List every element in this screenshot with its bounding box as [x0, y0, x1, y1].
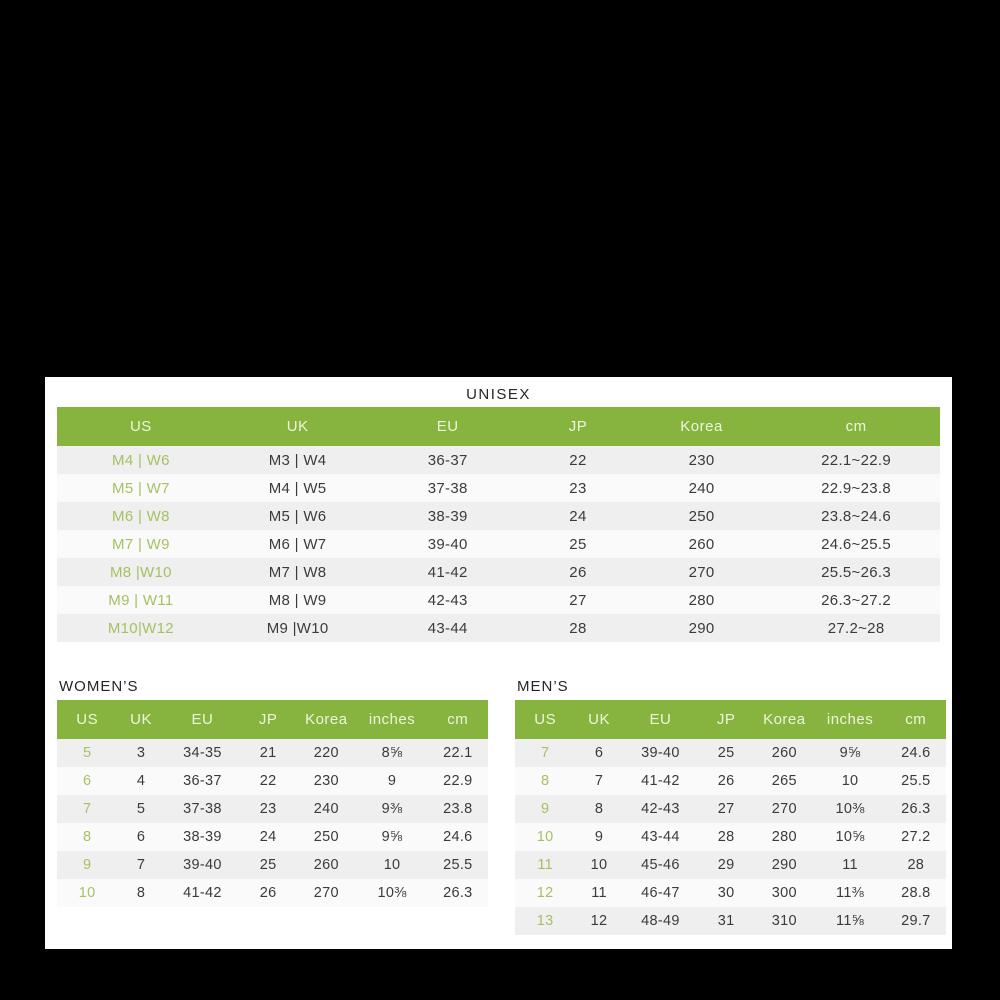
- table-cell: 11: [591, 885, 607, 901]
- table-cell: 8⅝: [381, 745, 403, 761]
- table-cell: M5 | W6: [268, 507, 327, 525]
- table-cell: 21: [259, 745, 277, 761]
- table-cell: 27: [569, 591, 587, 609]
- table-cell: 25.5: [443, 857, 473, 873]
- table-cell: 27: [717, 801, 735, 817]
- table-cell: 24.6: [443, 829, 473, 845]
- table-cell: 9⅝: [381, 829, 403, 845]
- table-cell: M10|W12: [107, 619, 174, 637]
- table-cell: 265: [771, 773, 797, 789]
- table-cell: 10: [78, 885, 96, 901]
- table-cell: 22.1~22.9: [821, 451, 892, 469]
- table-cell: M7 | W9: [112, 535, 170, 553]
- table-cell: 42-43: [427, 591, 468, 609]
- column-header-uk: UK: [575, 700, 622, 739]
- column-header-eu: EU: [370, 407, 525, 446]
- table-cell: 230: [313, 773, 339, 789]
- table-cell: 29: [717, 857, 735, 873]
- table-cell: 6: [136, 829, 146, 845]
- table-cell: 250: [313, 829, 339, 845]
- table-cell: 300: [771, 885, 797, 901]
- table-row: [515, 795, 946, 823]
- table-row: [57, 586, 940, 614]
- table-row: [515, 907, 946, 935]
- table-cell: 26: [259, 885, 277, 901]
- table-cell: 24: [259, 829, 277, 845]
- table-cell: 260: [771, 745, 797, 761]
- table-cell: 8: [136, 885, 146, 901]
- column-header-inches: inches: [357, 700, 428, 739]
- table-cell: 220: [313, 745, 339, 761]
- table-cell: 7: [594, 773, 604, 789]
- table-cell: 9: [540, 801, 550, 817]
- table-cell: 11: [537, 857, 553, 873]
- table-cell: 9: [387, 773, 397, 789]
- table-cell: 23.8: [443, 801, 473, 817]
- table-cell: 48-49: [641, 913, 680, 929]
- table-cell: 260: [688, 535, 715, 553]
- table-cell: 26.3~27.2: [821, 591, 892, 609]
- womens-table-body: [57, 739, 488, 907]
- mens-size-table: [515, 700, 946, 935]
- mens-table-header: [515, 700, 946, 739]
- table-row: [57, 474, 940, 502]
- column-header-inches: inches: [815, 700, 886, 739]
- table-cell: M6 | W8: [112, 507, 170, 525]
- table-cell: 10: [590, 857, 608, 873]
- table-cell: 26: [569, 563, 587, 581]
- table-cell: 8: [540, 773, 550, 789]
- table-cell: 29.7: [901, 913, 931, 929]
- column-header-cm: cm: [886, 700, 946, 739]
- header-row: [515, 700, 946, 739]
- table-row: [57, 502, 940, 530]
- table-cell: M7 | W8: [268, 563, 327, 581]
- table-cell: 36-37: [427, 451, 468, 469]
- table-cell: 11: [842, 857, 858, 873]
- table-row: [57, 879, 488, 907]
- table-cell: 4: [136, 773, 146, 789]
- table-cell: 28: [907, 857, 925, 873]
- header-row: [57, 700, 488, 739]
- womens-size-table: [57, 700, 488, 907]
- womens-table-header: [57, 700, 488, 739]
- column-header-korea: Korea: [754, 700, 814, 739]
- table-cell: 290: [688, 619, 715, 637]
- unisex-table-header: [57, 407, 940, 446]
- table-cell: 11⅝: [836, 913, 865, 929]
- table-cell: M4 | W6: [112, 451, 170, 469]
- table-cell: 23: [259, 801, 277, 817]
- table-row: [57, 851, 488, 879]
- table-cell: 12: [590, 913, 608, 929]
- table-cell: 8: [594, 801, 604, 817]
- table-row: [57, 614, 940, 642]
- column-header-eu: EU: [165, 700, 240, 739]
- table-cell: 22: [569, 451, 587, 469]
- table-cell: 10: [383, 857, 401, 873]
- table-cell: 26.3: [901, 801, 931, 817]
- table-cell: M4 | W5: [268, 479, 327, 497]
- table-cell: 260: [313, 857, 339, 873]
- size-chart-panel: [45, 377, 952, 949]
- table-cell: 9: [82, 857, 92, 873]
- table-cell: 41-42: [427, 563, 468, 581]
- table-cell: 22.1: [443, 745, 473, 761]
- table-cell: 22.9: [443, 773, 473, 789]
- table-cell: 34-35: [183, 745, 222, 761]
- table-cell: 37-38: [183, 801, 222, 817]
- table-row: [57, 558, 940, 586]
- table-cell: 10: [536, 829, 554, 845]
- column-header-eu: EU: [623, 700, 698, 739]
- table-cell: 5: [136, 801, 146, 817]
- column-header-us: US: [57, 700, 117, 739]
- table-cell: 41-42: [183, 885, 222, 901]
- womens-section: [57, 677, 488, 935]
- column-header-jp: JP: [698, 700, 754, 739]
- table-cell: 290: [771, 857, 797, 873]
- column-header-jp: JP: [525, 407, 631, 446]
- table-cell: M3 | W4: [268, 451, 327, 469]
- table-cell: 10⅜: [377, 885, 407, 901]
- table-cell: 10⅜: [835, 801, 865, 817]
- table-row: [57, 739, 488, 767]
- table-cell: M9 |W10: [266, 619, 329, 637]
- table-cell: 240: [688, 479, 715, 497]
- table-cell: 9: [594, 829, 604, 845]
- table-cell: 25: [569, 535, 587, 553]
- table-cell: 39-40: [183, 857, 222, 873]
- table-cell: 7: [540, 745, 550, 761]
- mens-table-body: [515, 739, 946, 935]
- table-cell: 7: [136, 857, 146, 873]
- table-row: [57, 530, 940, 558]
- table-row: [515, 767, 946, 795]
- table-cell: 39-40: [641, 745, 680, 761]
- table-cell: 45-46: [641, 857, 680, 873]
- table-cell: 270: [771, 801, 797, 817]
- table-cell: M6 | W7: [268, 535, 327, 553]
- table-cell: 24: [569, 507, 587, 525]
- table-cell: 310: [771, 913, 797, 929]
- table-cell: 30: [717, 885, 735, 901]
- column-header-korea: Korea: [631, 407, 772, 446]
- table-cell: 7: [82, 801, 92, 817]
- table-cell: 9⅜: [381, 801, 403, 817]
- column-header-uk: UK: [225, 407, 371, 446]
- unisex-section-title: UNISEX: [466, 386, 531, 403]
- table-cell: 28: [717, 829, 735, 845]
- table-cell: 43-44: [641, 829, 680, 845]
- table-cell: 36-37: [183, 773, 222, 789]
- table-cell: 37-38: [427, 479, 468, 497]
- table-cell: 26: [717, 773, 735, 789]
- column-header-us: US: [515, 700, 575, 739]
- table-cell: 10⅝: [835, 829, 865, 845]
- mens-section-title: MEN’S: [517, 678, 569, 695]
- table-cell: 46-47: [641, 885, 680, 901]
- table-row: [515, 823, 946, 851]
- header-row: [57, 407, 940, 446]
- table-cell: 22.9~23.8: [821, 479, 892, 497]
- unisex-table-body: [57, 446, 940, 642]
- womens-section-title: WOMEN’S: [59, 678, 139, 695]
- column-header-cm: cm: [772, 407, 940, 446]
- table-cell: 23: [569, 479, 587, 497]
- table-cell: 41-42: [641, 773, 680, 789]
- table-cell: 27.2: [901, 829, 931, 845]
- table-cell: 250: [688, 507, 715, 525]
- column-header-us: US: [57, 407, 225, 446]
- table-cell: 22: [259, 773, 277, 789]
- table-cell: 25: [259, 857, 277, 873]
- mens-section: [515, 677, 946, 935]
- bottom-tables-row: [57, 677, 946, 935]
- table-cell: 39-40: [427, 535, 468, 553]
- table-cell: 27.2~28: [827, 619, 885, 637]
- table-cell: 28.8: [901, 885, 931, 901]
- table-row: [57, 446, 940, 474]
- table-cell: 25.5~26.3: [821, 563, 892, 581]
- table-cell: 3: [136, 745, 146, 761]
- table-cell: M5 | W7: [112, 479, 170, 497]
- table-cell: 25: [717, 745, 735, 761]
- table-cell: M8 | W9: [268, 591, 327, 609]
- table-row: [515, 879, 946, 907]
- column-header-uk: UK: [117, 700, 164, 739]
- table-cell: 280: [771, 829, 797, 845]
- table-cell: 230: [688, 451, 715, 469]
- table-cell: 43-44: [427, 619, 468, 637]
- table-cell: 38-39: [427, 507, 468, 525]
- table-cell: 9⅝: [839, 745, 861, 761]
- table-cell: 11⅜: [836, 885, 865, 901]
- table-row: [57, 795, 488, 823]
- table-cell: M9 | W11: [108, 591, 174, 609]
- table-cell: 23.8~24.6: [821, 507, 892, 525]
- table-cell: 270: [688, 563, 715, 581]
- table-cell: 5: [82, 745, 92, 761]
- table-cell: 240: [313, 801, 339, 817]
- table-cell: 24.6~25.5: [821, 535, 892, 553]
- table-cell: 6: [594, 745, 604, 761]
- table-cell: 42-43: [641, 801, 680, 817]
- table-cell: 13: [536, 913, 554, 929]
- column-header-jp: JP: [240, 700, 296, 739]
- table-row: [515, 851, 946, 879]
- table-cell: 12: [536, 885, 554, 901]
- column-header-korea: Korea: [296, 700, 356, 739]
- table-cell: 26.3: [443, 885, 473, 901]
- table-row: [57, 823, 488, 851]
- table-cell: 38-39: [183, 829, 222, 845]
- table-row: [515, 739, 946, 767]
- unisex-size-table: [57, 407, 940, 642]
- table-row: [57, 767, 488, 795]
- table-cell: 24.6: [901, 745, 931, 761]
- table-cell: 31: [717, 913, 735, 929]
- table-cell: 25.5: [901, 773, 931, 789]
- table-cell: M8 |W10: [109, 563, 172, 581]
- table-cell: 6: [82, 773, 92, 789]
- table-cell: 280: [688, 591, 715, 609]
- column-header-cm: cm: [428, 700, 488, 739]
- table-cell: 10: [841, 773, 859, 789]
- table-cell: 28: [569, 619, 587, 637]
- table-cell: 8: [82, 829, 92, 845]
- table-cell: 270: [313, 885, 339, 901]
